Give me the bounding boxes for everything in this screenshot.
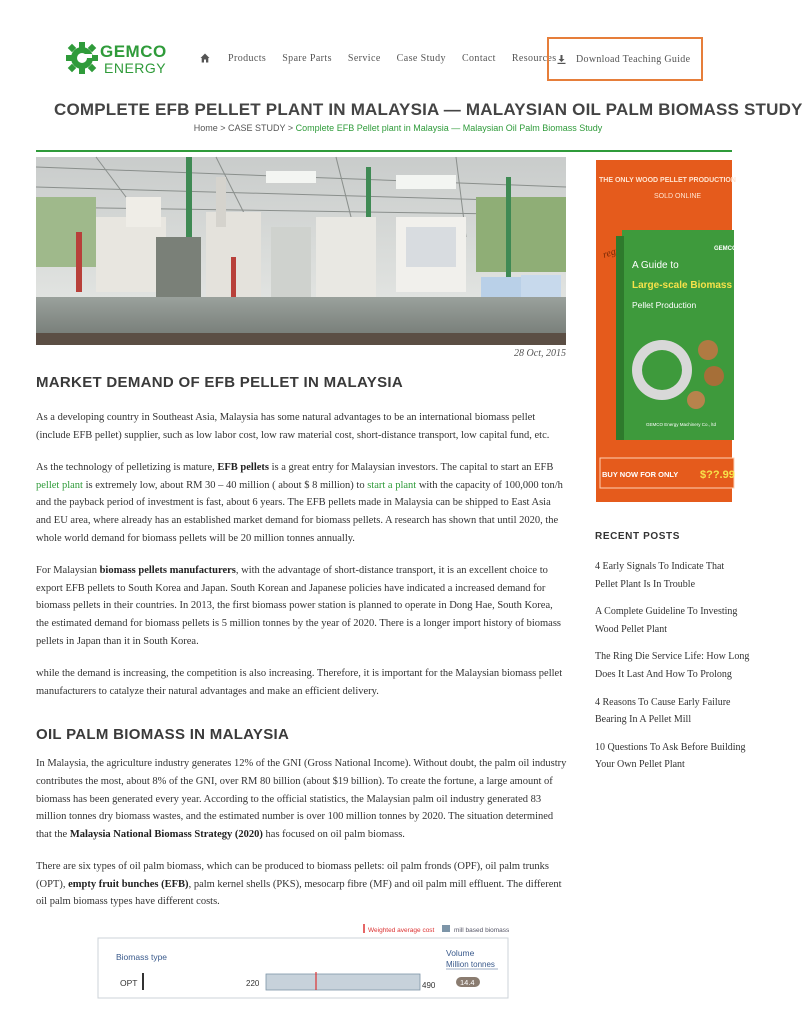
recent-post-line: 4 Early Signals To Indicate That: [595, 561, 725, 572]
download-teaching-guide-button[interactable]: [547, 37, 703, 81]
row-volume-value: 14.4: [460, 978, 475, 987]
nav-spare-parts[interactable]: Spare Parts: [282, 52, 332, 64]
paragraph-text: As the technology of pelletizing is mature,: [36, 462, 218, 474]
ebook-ad-banner[interactable]: [596, 160, 737, 502]
recent-post-line: Pellet Plant Is In Trouble: [595, 578, 696, 590]
paragraph-6: [36, 858, 568, 911]
recent-post-link[interactable]: [595, 694, 735, 729]
ad-book-footer: GEMCO Energy Machinery Co., ltd: [646, 422, 717, 427]
site-header: [0, 0, 768, 92]
bold-efb-pellets: EFB pellets: [217, 462, 269, 474]
paragraph-text: In Malaysia, the agriculture industry generates 12% of the GNI (Gross National Income). Without doubt, the palm oil industry contributes the most, about 8% of the GNI, over RM 80 billion (about $19 billion). To create the fortune, a large amount of biomass has been generated every year. According to the official statistics, the Malaysian palm oil industry generated 83 million tonnes dry biomass wastes, and the estimated number is over 100 million tonnes by 2020. The situation determined that the: [36, 758, 567, 840]
ad-book-line2: Large-scale Biomass: [632, 280, 733, 291]
breadcrumb-case-study[interactable]: CASE STUDY: [228, 123, 286, 133]
logo-word-energy: ENERGY: [104, 60, 167, 76]
post-date: 28 Oct, 2015: [514, 348, 566, 359]
breadcrumb: [0, 123, 796, 133]
column-volume: Volume: [446, 948, 475, 958]
ad-buy-price: $??.99: [700, 469, 735, 481]
breadcrumb-home[interactable]: Home: [193, 123, 218, 133]
recent-post-link[interactable]: [595, 739, 746, 774]
paragraph-3: [36, 562, 568, 650]
link-start-a-plant[interactable]: start a plant: [367, 479, 417, 491]
row-low-value: 220: [246, 979, 260, 988]
link-pellet-plant[interactable]: pellet plant: [36, 479, 83, 491]
ad-buy-label: BUY NOW FOR ONLY: [602, 470, 679, 479]
paragraph-1: As a developing country in Southeast Asia, Malaysia has some natural advantages to be an international biomass pellet (include EFB pellet) supplier, such as low labor cost, low raw material cost, short-distance transport, low capital fund, etc.: [36, 412, 550, 441]
breadcrumb-separator: >: [287, 123, 294, 133]
paragraph-text: with the capacity of 100,000 ton/h and the payback period of investment is fast, about 6 years. The EFB pellets made in Malaysia can be shipped to East Asia and EU area, where already has an established market demand for biomass pellets. A research has shown that until 2020, the whole world demand for biomass pellets will be 20 million tonnes annually.: [36, 479, 563, 544]
paragraph-text: is a great entry for Malaysian investors. The capital to start an EFB: [269, 462, 554, 474]
hero-factory-photo: [36, 157, 566, 345]
bold-efb: empty fruit bunches (EFB): [68, 878, 189, 890]
paragraph-text: has focused on oil palm biomass.: [262, 828, 405, 840]
row-label-opt: OPT: [120, 978, 138, 988]
gemco-logo[interactable]: [64, 40, 174, 80]
heading-market-demand: MARKET DEMAND OF EFB PELLET IN MALAYSIA: [36, 374, 403, 391]
ad-book-line1: A Guide to: [632, 260, 679, 271]
article-body: [36, 374, 568, 911]
recent-post-link[interactable]: [595, 648, 750, 683]
recent-post-line: Bearing In A Pellet Mill: [595, 714, 692, 726]
gear-logo-icon: [64, 40, 100, 76]
home-icon[interactable]: [200, 53, 210, 63]
download-button-label: Download Teaching Guide: [576, 53, 691, 65]
breadcrumb-separator: >: [220, 123, 226, 133]
ad-book-brand: GEMCO: [714, 246, 737, 252]
recent-post-line: A Complete Guideline To Investing: [595, 606, 738, 618]
recent-post-line: Your Own Pellet Plant: [595, 759, 685, 771]
column-biomass-type: Biomass type: [116, 952, 168, 962]
biomass-cost-figure: [98, 920, 508, 990]
legend-mill-based: mill based biomass: [454, 927, 510, 934]
legend-weighted-average: Weighted average cost: [368, 927, 435, 934]
breadcrumb-current: Complete EFB Pellet plant in Malaysia — Malaysian Oil Palm Biomass Study: [295, 123, 603, 133]
paragraph-text: For Malaysian: [36, 565, 100, 577]
paragraph-text: is extremely low, about RM 30 – 40 million ( about $ 8 million) to: [82, 479, 368, 491]
recent-post-line: 4 Reasons To Cause Early Failure: [595, 696, 731, 708]
recent-posts-heading: RECENT POSTS: [595, 531, 680, 542]
paragraph-text: , with the advantage of short-distance transport, it is an excellent choice to export EFB pellets to South Korea and Japan. South Korean and Japanese policies have indicated a increased demand for biomass pellets in their countries. In 2013, the first biomass power station is planned to operate in Dong Hae, South Korea, the estimated demand for biomass pellets is 5 million tonnes by the year of 2020. There is a longer import history of biomass pellets in Japan than it in South Korea.: [36, 565, 561, 647]
nav-contact[interactable]: Contact: [461, 52, 496, 64]
nav-products[interactable]: Products: [228, 52, 267, 64]
paragraph-text: , palm kernel shells (PKS), mesocarp fibre (MF) and oil palm mill effluent. The different oil palm biomass types have different costs.: [36, 878, 562, 908]
recent-post-line: 10 Questions To Ask Before Building: [595, 741, 746, 753]
recent-post-line: Wood Pellet Plant: [595, 623, 667, 635]
paragraph-4: while the demand is increasing, the competition is also increasing. Therefore, it is important for the Malaysian biomass pellet manufacturers to catalyze their natural advantages and make an efficient delivery.: [36, 668, 563, 697]
recent-post-link[interactable]: [595, 558, 735, 593]
ad-top-line2: SOLD ONLINE: [654, 193, 702, 200]
recent-posts-list: [595, 558, 750, 784]
recent-post-line: The Ring Die Service Life: How Long: [595, 651, 750, 663]
page-title: COMPLETE EFB PELLET PLANT IN MALAYSIA — MALAYSIAN OIL PALM BIOMASS STUDY: [54, 100, 803, 119]
bold-national-biomass-strategy: Malaysia National Biomass Strategy (2020): [69, 828, 263, 840]
ad-book-line3: Pellet Production: [632, 300, 697, 310]
title-divider: [36, 150, 732, 152]
paragraph-2: [36, 459, 568, 547]
main-nav: [200, 50, 573, 66]
logo-word-gemco: GEMCO: [100, 42, 167, 61]
recent-post-link[interactable]: [595, 603, 738, 638]
ad-top-line1: THE ONLY WOOD PELLET PRODUCTION: [599, 177, 736, 184]
column-volume-unit: Million tonnes: [446, 960, 495, 969]
paragraph-text: There are six types of oil palm biomass, which can be produced to biomass pellets: oil palm fronds (OPF), oil palm trunks (OPT),: [36, 861, 549, 890]
nav-case-study[interactable]: Case Study: [396, 52, 446, 64]
nav-service[interactable]: Service: [347, 52, 381, 64]
bold-biomass-manufacturers: biomass pellets manufacturers: [99, 565, 236, 577]
paragraph-5: [36, 755, 568, 843]
heading-oil-palm-biomass: OIL PALM BIOMASS IN MALAYSIA: [36, 726, 290, 744]
row-high-value: 490: [422, 981, 436, 990]
recent-post-line: Does It Last And How To Prolong: [595, 668, 732, 680]
nav-resources[interactable]: Resources: [511, 52, 557, 64]
download-icon: [557, 55, 566, 64]
